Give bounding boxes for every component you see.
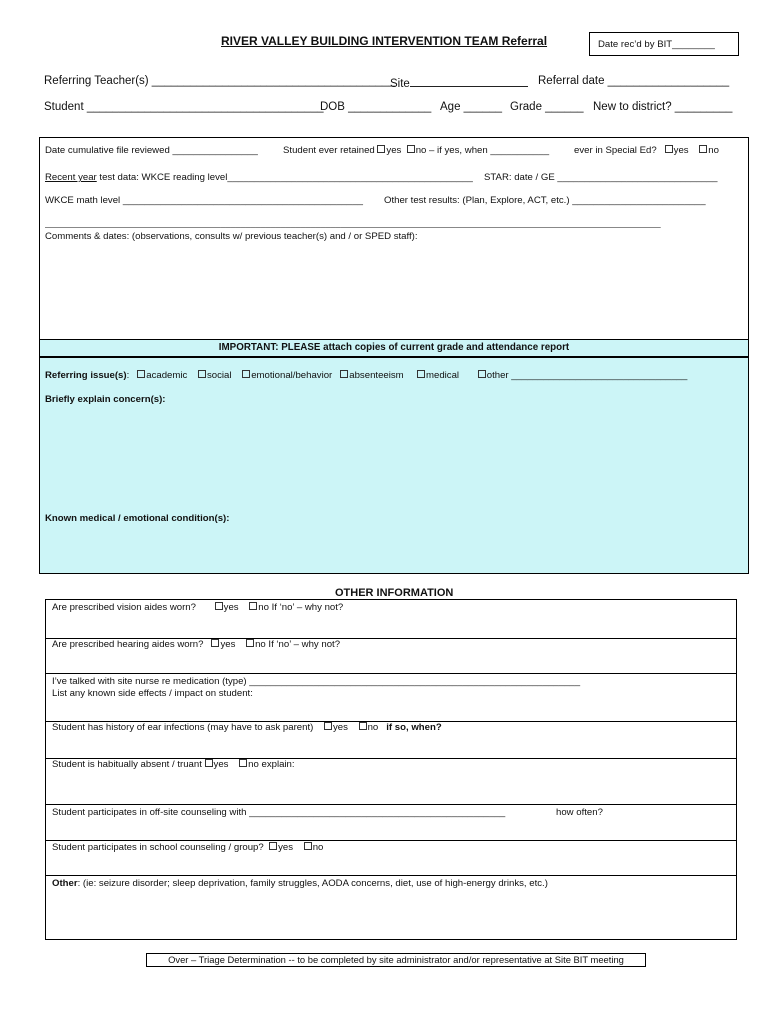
vision-label: Are prescribed vision aides worn? xyxy=(52,602,196,613)
ear-no-label: no xyxy=(367,722,379,733)
vision-no-label: no If ‘no’ – why not? xyxy=(258,602,344,613)
other-info-title: OTHER INFORMATION xyxy=(335,587,454,599)
triage-footer-note: Over – Triage Determination -- to be completed by site administrator and/or representative at Site BIT meeting xyxy=(146,953,646,967)
ear-infection-row xyxy=(46,722,736,759)
known-conditions-area[interactable] xyxy=(45,528,740,568)
academic-checkbox[interactable] xyxy=(137,370,145,378)
referring-teacher-field[interactable]: Referring Teacher(s) ______________________________________ xyxy=(44,75,395,87)
wkce-math-field[interactable]: WKCE math level _____________________________________________ xyxy=(45,195,363,206)
other-info-table xyxy=(45,599,737,940)
absent-yes-checkbox[interactable] xyxy=(205,759,213,767)
special-ed-yes-label: yes xyxy=(673,145,689,156)
retained-no-checkbox[interactable] xyxy=(407,145,415,153)
social-checkbox[interactable] xyxy=(198,370,206,378)
special-ed-no-label: no xyxy=(708,145,719,156)
absent-row xyxy=(46,759,736,805)
other-label: Other xyxy=(52,878,78,889)
star-field[interactable]: STAR: date / GE ______________________________ xyxy=(484,172,718,183)
reading-level-field[interactable] xyxy=(45,172,473,183)
side-effects-label: List any known side effects / impact on student: xyxy=(52,688,253,699)
vision-no-checkbox[interactable] xyxy=(249,602,257,610)
absenteeism-checkbox[interactable] xyxy=(340,370,348,378)
retained-no-label: no – if yes, when ___________ xyxy=(415,145,550,156)
academic-label: academic xyxy=(146,370,188,381)
social-label: social xyxy=(206,370,232,381)
recent-year-label: Recent year xyxy=(45,172,97,183)
known-conditions-label: Known medical / emotional condition(s): xyxy=(45,513,230,524)
nurse-row xyxy=(46,674,736,722)
comments-label: Comments & dates: (observations, consults w/ previous teacher(s) and / or SPED staff): xyxy=(45,231,418,242)
hearing-question-line xyxy=(52,639,340,650)
date-received-field[interactable]: Date rec’d by BIT________ xyxy=(589,32,739,56)
emotional-behavior-checkbox[interactable] xyxy=(242,370,250,378)
how-often-field[interactable]: how often? xyxy=(556,807,603,818)
other-issue-label: other _________________________________ xyxy=(486,370,688,381)
medical-label: medical xyxy=(426,370,460,381)
other-examples: : (ie: seizure disorder; sleep deprivation, family struggles, AODA concerns, diet, use of high-energy drinks, etc.) xyxy=(77,878,548,889)
hearing-no-label: no If ‘no’ – why not? xyxy=(255,639,341,650)
school-counseling-line xyxy=(52,842,323,853)
special-ed-question xyxy=(574,145,719,156)
explain-concern-label: Briefly explain concern(s): xyxy=(45,394,166,405)
hearing-label: Are prescribed hearing aides worn? xyxy=(52,639,204,650)
retained-yes-label: yes xyxy=(386,145,402,156)
nurse-medication-field[interactable]: I’ve talked with site nurse re medication (type) ______________________________________________________________ xyxy=(52,676,581,687)
ear-when-label: if so, when? xyxy=(386,722,442,733)
age-field[interactable]: Age ______ xyxy=(440,101,503,113)
hearing-no-checkbox[interactable] xyxy=(246,639,254,647)
special-ed-yes-checkbox[interactable] xyxy=(665,145,673,153)
student-name-field[interactable]: Student _____________________________________ xyxy=(44,101,324,113)
special-ed-label: ever in Special Ed? xyxy=(574,145,657,156)
other-tests-field[interactable]: Other test results: (Plan, Explore, ACT, etc.) _________________________ xyxy=(384,195,706,206)
special-ed-no-checkbox[interactable] xyxy=(699,145,707,153)
retained-yes-checkbox[interactable] xyxy=(377,145,385,153)
referral-date-field[interactable]: Referral date ___________________ xyxy=(538,75,730,87)
comments-area[interactable] xyxy=(45,246,740,334)
ear-no-checkbox[interactable] xyxy=(359,722,367,730)
site-underline xyxy=(410,75,528,87)
history-section xyxy=(39,137,749,357)
retained-question xyxy=(283,145,549,156)
form-title: RIVER VALLEY BUILDING INTERVENTION TEAM Referral xyxy=(221,34,548,48)
retained-label: Student ever retained xyxy=(283,145,375,156)
hearing-yes-checkbox[interactable] xyxy=(211,639,219,647)
vision-row xyxy=(46,600,736,639)
emotional-behavior-label: emotional/behavior xyxy=(251,370,333,381)
vision-question-line xyxy=(52,602,343,613)
ear-infection-line xyxy=(52,722,442,733)
explain-concern-area[interactable] xyxy=(45,410,740,510)
school-counseling-row xyxy=(46,841,736,876)
other-line xyxy=(52,878,548,889)
absent-no-checkbox[interactable] xyxy=(239,759,247,767)
absent-label: Student is habitually absent / truant xyxy=(52,759,202,770)
absent-no-label: no explain: xyxy=(248,759,295,770)
test-data-label: test data: WKCE reading level______________________________________________ xyxy=(96,172,473,183)
school-counseling-label: Student participates in school counseling / group? xyxy=(52,842,264,853)
concern-section xyxy=(39,357,749,574)
cumulative-file-field[interactable]: Date cumulative file reviewed ________________ xyxy=(45,145,258,156)
hearing-yes-label: yes xyxy=(220,639,236,650)
ear-yes-label: yes xyxy=(332,722,348,733)
divider-line: ___________________________________________________________________________________________________________________________ xyxy=(45,218,661,228)
new-to-district-field[interactable]: New to district? _________ xyxy=(593,101,733,113)
school-no-checkbox[interactable] xyxy=(304,842,312,850)
absenteeism-label: absenteeism xyxy=(349,370,404,381)
other-issue-checkbox[interactable] xyxy=(478,370,486,378)
referring-issues-label: Referring issue(s) xyxy=(45,370,127,381)
vision-yes-checkbox[interactable] xyxy=(215,602,223,610)
other-row[interactable] xyxy=(46,876,736,939)
school-no-label: no xyxy=(312,842,324,853)
hearing-row xyxy=(46,639,736,674)
site-label: Site xyxy=(390,78,410,90)
medical-checkbox[interactable] xyxy=(417,370,425,378)
ear-infection-label: Student has history of ear infections (may have to ask parent) xyxy=(52,722,314,733)
referring-issues-row: Referring issue(s): academic social emotional/behavior absenteeism medical other _________________________________ xyxy=(45,370,688,381)
grade-field[interactable]: Grade ______ xyxy=(510,101,584,113)
school-yes-label: yes xyxy=(278,842,294,853)
offsite-counseling-field[interactable]: Student participates in off-site counseling with ________________________________________________ xyxy=(52,807,506,818)
absent-line xyxy=(52,759,295,770)
school-yes-checkbox[interactable] xyxy=(269,842,277,850)
dob-field[interactable]: DOB _____________ xyxy=(320,101,432,113)
offsite-counseling-row xyxy=(46,805,736,841)
ear-yes-checkbox[interactable] xyxy=(324,722,332,730)
important-banner: IMPORTANT: PLEASE attach copies of current grade and attendance report xyxy=(39,339,749,357)
absent-yes-label: yes xyxy=(213,759,229,770)
site-field[interactable] xyxy=(390,75,528,90)
vision-yes-label: yes xyxy=(223,602,239,613)
